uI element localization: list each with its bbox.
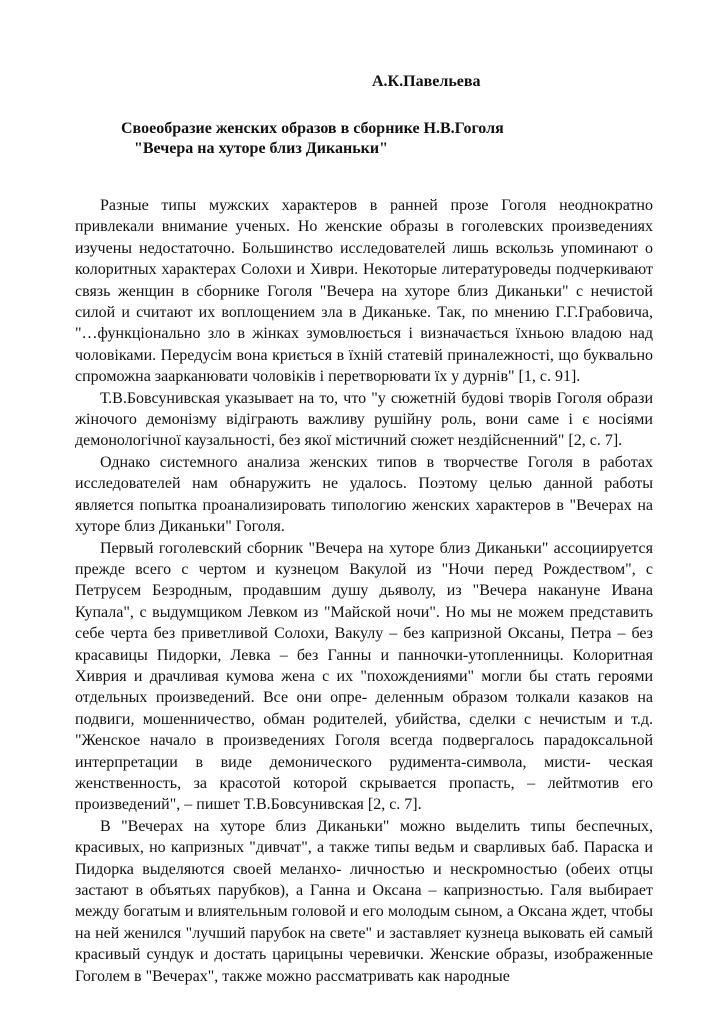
- paragraph-1: Разные типы мужских характеров в ранней прозе Гоголя неоднократно привлекали внимание ученых. Но женские образы в гоголевских произведениях изучены недостаточно. Большинство исследователей лишь вскользь упоминают о колоритных характерах Солохи и Хиври. Некоторые литературоведы подчеркивают связь женщин в сборнике Гоголя "Вечера на хуторе близ Диканьки" с нечистой силой и считают их воплощением зла в Диканьке. Так, по мнению Г.Г.Грабовича, "…функціонально зло в жінках зумовлюється і визначається їхньою владою над чоловіками. Передусім вона криється в їхній статевій приналежності, що буквально спроможна заарканювати чоловіків і перетворювати їх у дурнів" [1, с. 91].: [75, 197, 653, 386]
- article-title: [75, 119, 653, 159]
- title-line-2: "Вечера на хуторе близ Диканьки": [134, 140, 388, 157]
- title-line-1: Своеобразие женских образов в сборнике Н.В.Гоголя: [121, 120, 504, 137]
- paragraph-4: Первый гоголевский сборник "Вечера на хуторе близ Диканьки" ассоциируется прежде всего с чертом и кузнецом Вакулой из "Ночи перед Рождеством", с Петрусем Безродным, продавшим душу дьяволу, из "Вечера накануне Ивана Купала", с выдумщиком Левком из "Майской ночи". Но мы не можем представить себе черта без приветливой Солохи, Вакулу – без капризной Оксаны, Петра – без красавицы Пидорки, Левка – без Ганны и панночки-утопленницы. Колоритная Хиврия и драчливая кумова жена с их "похождениями" могли бы стать героями отдельных произведений. Все они опре- деленным образом толкали казаков на подвиги, мошенничество, обман родителей, убийства, сделки с нечистым и т.д. "Женское начало в произведениях Гоголя всегда подвергалось парадоксальной интерпретации в виде демонического рудимента-символа, мисти- ческая женственность, за красотой которой скрывается пропасть, – лейтмотив его произведений", – пишет Т.В.Бовсунивская [2, с. 7].: [75, 539, 653, 814]
- author-name: А.К.Павельева: [372, 73, 481, 90]
- paragraph-5: В "Вечерах на хуторе близ Диканьки" можно выделить типы беспечных, красивых, но капризных "дивчат", а также типы ведьм и сварливых баб. Параска и Пидорка выделяются своей меланхо- личностью и нескромностью (обеих отцы застают в объятьях парубков), а Ганна и Оксана – капризностью. Галя выбирает между богатым и влиятельным головой и его молодым сыном, а Оксана ждет, чтобы на ней женился "лучший парубок на свете" и заставляет кузнеца выковать ей самый красивый сундук и достать царицыны черевички. Женские образы, изображенные Гоголем в "Вечерах", также можно рассматривать как народные: [75, 817, 653, 985]
- article-body: [75, 195, 653, 987]
- document-page: [75, 72, 653, 987]
- paragraph-3: Однако системного анализа женских типов в творчестве Гоголя в работах исследователей нам обнаружить не удалось. Поэтому целью данной работы является попытка проанализировать типологию женских характеров в "Вечерах на хуторе близ Диканьки" Гоголя.: [75, 453, 653, 536]
- paragraph-2: Т.В.Бовсунивская указывает на то, что "у сюжетній будові творів Гоголя образи жіночого демонізму відіграють важливу рушійну роль, вони саме і є носіями демонологічної каузальності, без якої містичний сюжет нездійсненний" [2, с. 7].: [75, 389, 653, 450]
